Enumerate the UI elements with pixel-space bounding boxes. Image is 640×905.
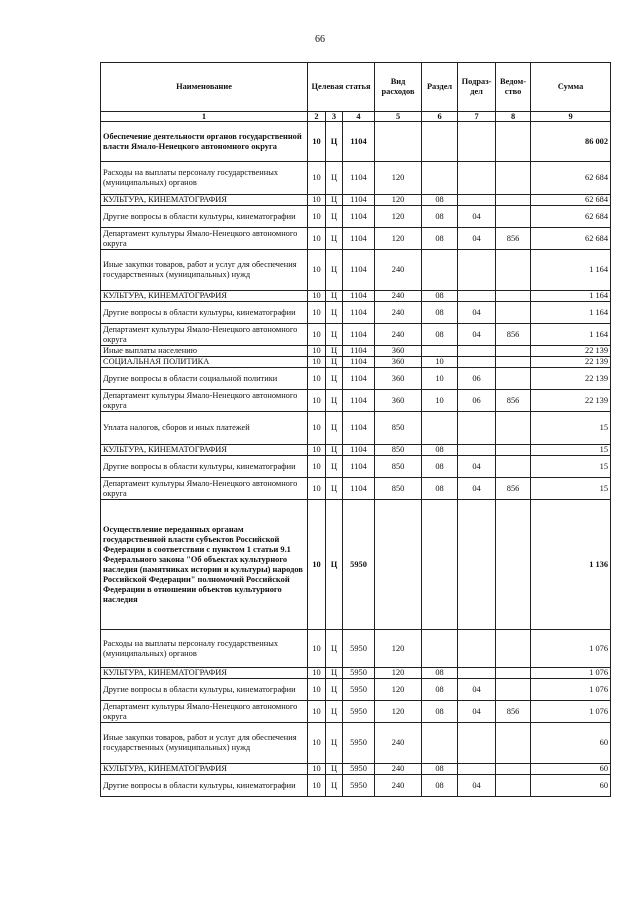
cell-article-part2: Ц — [326, 390, 343, 412]
table-body — [101, 122, 611, 797]
cell-article-part2: Ц — [326, 775, 343, 797]
cell-article-part1: 10 — [308, 357, 326, 368]
header-name: Наименование — [101, 63, 308, 112]
cell-section: 08 — [422, 291, 458, 302]
cell-department: 856 — [496, 228, 531, 250]
cell-article-part2: Ц — [326, 368, 343, 390]
cell-expense-type: 850 — [375, 456, 422, 478]
table-row — [101, 764, 611, 775]
cell-expense-type — [375, 122, 422, 162]
table-row — [101, 346, 611, 357]
cell-amount: 15 — [531, 412, 611, 445]
cell-section: 08 — [422, 195, 458, 206]
page-number: 66 — [315, 34, 325, 45]
cell-article-part1: 10 — [308, 445, 326, 456]
cell-department — [496, 764, 531, 775]
cell-amount: 1 076 — [531, 630, 611, 668]
cell-name: Другие вопросы в области культуры, кинематографии — [101, 302, 308, 324]
cell-expense-type: 360 — [375, 346, 422, 357]
cell-article-part1: 10 — [308, 122, 326, 162]
cell-article-part2: Ц — [326, 412, 343, 445]
cell-expense-type: 240 — [375, 291, 422, 302]
cell-department — [496, 250, 531, 291]
cell-section: 08 — [422, 668, 458, 679]
cell-expense-type: 240 — [375, 723, 422, 764]
cell-article-part2: Ц — [326, 701, 343, 723]
cell-article-part1: 10 — [308, 302, 326, 324]
cell-article-part2: Ц — [326, 324, 343, 346]
cell-name: Другие вопросы в области социальной политики — [101, 368, 308, 390]
cell-section: 10 — [422, 390, 458, 412]
cell-article-part2: Ц — [326, 195, 343, 206]
table-row — [101, 412, 611, 445]
cell-section — [422, 250, 458, 291]
cell-name: Расходы на выплаты персоналу государственных (муниципальных) органов — [101, 162, 308, 195]
cell-article-part3: 1104 — [343, 302, 375, 324]
cell-article-part2: Ц — [326, 445, 343, 456]
cell-amount: 60 — [531, 723, 611, 764]
cell-name: КУЛЬТУРА, КИНЕМАТОГРАФИЯ — [101, 764, 308, 775]
cell-expense-type: 850 — [375, 478, 422, 500]
cell-article-part1: 10 — [308, 228, 326, 250]
cell-expense-type: 850 — [375, 412, 422, 445]
column-number: 2 — [308, 112, 326, 122]
cell-subsection: 04 — [458, 679, 496, 701]
cell-expense-type: 120 — [375, 195, 422, 206]
cell-subsection — [458, 723, 496, 764]
cell-section: 08 — [422, 456, 458, 478]
cell-article-part2: Ц — [326, 346, 343, 357]
cell-article-part2: Ц — [326, 228, 343, 250]
cell-article-part1: 10 — [308, 291, 326, 302]
cell-article-part2: Ц — [326, 291, 343, 302]
cell-article-part3: 5950 — [343, 764, 375, 775]
cell-article-part2: Ц — [326, 723, 343, 764]
cell-subsection: 04 — [458, 701, 496, 723]
cell-subsection: 04 — [458, 228, 496, 250]
cell-department — [496, 368, 531, 390]
cell-name: КУЛЬТУРА, КИНЕМАТОГРАФИЯ — [101, 195, 308, 206]
cell-article-part1: 10 — [308, 390, 326, 412]
cell-article-part2: Ц — [326, 478, 343, 500]
cell-article-part2: Ц — [326, 630, 343, 668]
cell-expense-type: 240 — [375, 775, 422, 797]
cell-name: Иные выплаты населению — [101, 346, 308, 357]
cell-article-part1: 10 — [308, 775, 326, 797]
cell-expense-type: 240 — [375, 324, 422, 346]
cell-subsection: 04 — [458, 302, 496, 324]
cell-amount: 62 684 — [531, 195, 611, 206]
table-row — [101, 122, 611, 162]
cell-article-part2: Ц — [326, 206, 343, 228]
column-number: 5 — [375, 112, 422, 122]
cell-subsection — [458, 764, 496, 775]
cell-amount: 1 164 — [531, 250, 611, 291]
column-number: 9 — [531, 112, 611, 122]
cell-article-part2: Ц — [326, 668, 343, 679]
table-row — [101, 630, 611, 668]
table-row — [101, 668, 611, 679]
cell-article-part3: 5950 — [343, 723, 375, 764]
cell-name: Расходы на выплаты персоналу государственных (муниципальных) органов — [101, 630, 308, 668]
cell-article-part2: Ц — [326, 456, 343, 478]
cell-department — [496, 302, 531, 324]
cell-article-part1: 10 — [308, 368, 326, 390]
cell-article-part3: 1104 — [343, 390, 375, 412]
cell-department — [496, 346, 531, 357]
cell-article-part2: Ц — [326, 162, 343, 195]
cell-section: 08 — [422, 701, 458, 723]
cell-amount: 1 076 — [531, 701, 611, 723]
header-subsection: Подраз-дел — [458, 63, 496, 112]
cell-name: КУЛЬТУРА, КИНЕМАТОГРАФИЯ — [101, 445, 308, 456]
cell-expense-type: 240 — [375, 302, 422, 324]
cell-name: Обеспечение деятельности органов государственной власти Ямало-Ненецкого автономного округа — [101, 122, 308, 162]
cell-name: Департамент культуры Ямало-Ненецкого автономного округа — [101, 324, 308, 346]
cell-expense-type — [375, 500, 422, 630]
cell-article-part3: 5950 — [343, 701, 375, 723]
cell-name: СОЦИАЛЬНАЯ ПОЛИТИКА — [101, 357, 308, 368]
cell-article-part1: 10 — [308, 162, 326, 195]
cell-article-part2: Ц — [326, 302, 343, 324]
cell-subsection — [458, 195, 496, 206]
cell-amount: 15 — [531, 456, 611, 478]
cell-department — [496, 357, 531, 368]
table-row — [101, 206, 611, 228]
cell-amount: 62 684 — [531, 162, 611, 195]
cell-expense-type: 120 — [375, 206, 422, 228]
cell-expense-type: 360 — [375, 390, 422, 412]
column-number-row — [101, 112, 611, 122]
cell-section: 08 — [422, 679, 458, 701]
cell-article-part3: 1104 — [343, 412, 375, 445]
column-number: 1 — [101, 112, 308, 122]
cell-subsection: 06 — [458, 390, 496, 412]
cell-department — [496, 500, 531, 630]
cell-expense-type: 360 — [375, 357, 422, 368]
cell-subsection — [458, 630, 496, 668]
cell-article-part3: 1104 — [343, 228, 375, 250]
cell-department — [496, 456, 531, 478]
cell-article-part3: 5950 — [343, 775, 375, 797]
cell-name: Уплата налогов, сборов и иных платежей — [101, 412, 308, 445]
cell-article-part2: Ц — [326, 357, 343, 368]
cell-amount: 22 139 — [531, 346, 611, 357]
cell-section: 08 — [422, 228, 458, 250]
cell-department — [496, 412, 531, 445]
cell-department — [496, 291, 531, 302]
cell-subsection — [458, 122, 496, 162]
column-number: 4 — [343, 112, 375, 122]
cell-subsection: 04 — [458, 456, 496, 478]
cell-subsection: 04 — [458, 478, 496, 500]
cell-department — [496, 195, 531, 206]
cell-section — [422, 723, 458, 764]
cell-amount: 1 164 — [531, 291, 611, 302]
cell-amount: 22 139 — [531, 390, 611, 412]
table-row — [101, 445, 611, 456]
header-amount: Сумма — [531, 63, 611, 112]
cell-amount: 15 — [531, 445, 611, 456]
cell-section: 10 — [422, 357, 458, 368]
cell-department — [496, 630, 531, 668]
cell-article-part3: 1104 — [343, 357, 375, 368]
cell-article-part1: 10 — [308, 701, 326, 723]
cell-article-part1: 10 — [308, 500, 326, 630]
cell-subsection — [458, 162, 496, 195]
cell-article-part1: 10 — [308, 324, 326, 346]
cell-article-part3: 1104 — [343, 478, 375, 500]
cell-article-part1: 10 — [308, 723, 326, 764]
cell-expense-type: 120 — [375, 679, 422, 701]
header-row — [101, 63, 611, 112]
cell-department — [496, 775, 531, 797]
cell-article-part1: 10 — [308, 346, 326, 357]
cell-amount: 22 139 — [531, 357, 611, 368]
header-target-article: Целевая статья — [308, 63, 375, 112]
cell-subsection — [458, 500, 496, 630]
header-department: Ведом-ство — [496, 63, 531, 112]
cell-expense-type: 120 — [375, 668, 422, 679]
cell-name: Департамент культуры Ямало-Ненецкого автономного округа — [101, 390, 308, 412]
budget-table — [100, 62, 611, 797]
cell-section: 10 — [422, 368, 458, 390]
cell-article-part1: 10 — [308, 456, 326, 478]
cell-section — [422, 346, 458, 357]
cell-amount: 1 136 — [531, 500, 611, 630]
cell-article-part1: 10 — [308, 206, 326, 228]
table-row — [101, 775, 611, 797]
cell-amount: 1 164 — [531, 324, 611, 346]
cell-department — [496, 679, 531, 701]
cell-article-part2: Ц — [326, 679, 343, 701]
cell-section: 08 — [422, 324, 458, 346]
cell-article-part2: Ц — [326, 250, 343, 291]
table-row — [101, 291, 611, 302]
table-row — [101, 679, 611, 701]
cell-name: Департамент культуры Ямало-Ненецкого автономного округа — [101, 478, 308, 500]
cell-expense-type: 120 — [375, 701, 422, 723]
cell-subsection — [458, 412, 496, 445]
column-number: 7 — [458, 112, 496, 122]
table-row — [101, 701, 611, 723]
cell-section: 08 — [422, 206, 458, 228]
cell-subsection — [458, 668, 496, 679]
cell-subsection — [458, 250, 496, 291]
header-type: Вид расходов — [375, 63, 422, 112]
cell-article-part3: 5950 — [343, 679, 375, 701]
cell-article-part1: 10 — [308, 412, 326, 445]
cell-expense-type: 240 — [375, 764, 422, 775]
cell-subsection: 04 — [458, 775, 496, 797]
cell-subsection: 04 — [458, 324, 496, 346]
cell-article-part3: 1104 — [343, 324, 375, 346]
cell-name: Департамент культуры Ямало-Ненецкого автономного округа — [101, 701, 308, 723]
table-row — [101, 324, 611, 346]
cell-amount: 60 — [531, 775, 611, 797]
cell-expense-type: 360 — [375, 368, 422, 390]
cell-expense-type: 850 — [375, 445, 422, 456]
cell-amount: 62 684 — [531, 206, 611, 228]
column-number: 3 — [326, 112, 343, 122]
cell-department — [496, 162, 531, 195]
cell-article-part2: Ц — [326, 764, 343, 775]
cell-article-part3: 1104 — [343, 195, 375, 206]
cell-department: 856 — [496, 701, 531, 723]
cell-expense-type: 240 — [375, 250, 422, 291]
cell-article-part1: 10 — [308, 478, 326, 500]
table-row — [101, 195, 611, 206]
cell-amount: 22 139 — [531, 368, 611, 390]
header-section: Раздел — [422, 63, 458, 112]
table-row — [101, 250, 611, 291]
table-row — [101, 500, 611, 630]
cell-article-part1: 10 — [308, 764, 326, 775]
cell-article-part2: Ц — [326, 500, 343, 630]
cell-department: 856 — [496, 324, 531, 346]
cell-section — [422, 630, 458, 668]
table-row — [101, 357, 611, 368]
cell-subsection: 04 — [458, 206, 496, 228]
table-row — [101, 723, 611, 764]
cell-amount: 1 076 — [531, 679, 611, 701]
column-number: 6 — [422, 112, 458, 122]
cell-name: Другие вопросы в области культуры, кинематографии — [101, 679, 308, 701]
cell-article-part3: 1104 — [343, 368, 375, 390]
cell-department — [496, 723, 531, 764]
cell-article-part3: 1104 — [343, 250, 375, 291]
cell-amount: 60 — [531, 764, 611, 775]
table-row — [101, 228, 611, 250]
cell-name: Осуществление переданных органам государственной власти субъектов Российской Федерации в соответствии с пунктом 1 статьи 9.1 Федерального закона "Об объектах культурного наследия (памятниках истории и культуры) народов Российской Федерации" полномочий Российской Федерации в отношении объектов культурного наследия — [101, 500, 308, 630]
cell-section — [422, 412, 458, 445]
cell-article-part3: 1104 — [343, 346, 375, 357]
cell-name: Другие вопросы в области культуры, кинематографии — [101, 206, 308, 228]
table-row — [101, 478, 611, 500]
cell-article-part3: 1104 — [343, 291, 375, 302]
table-row — [101, 302, 611, 324]
cell-amount: 62 684 — [531, 228, 611, 250]
table-row — [101, 456, 611, 478]
cell-article-part1: 10 — [308, 679, 326, 701]
table-row — [101, 162, 611, 195]
cell-expense-type: 120 — [375, 228, 422, 250]
table-row — [101, 390, 611, 412]
cell-subsection — [458, 357, 496, 368]
cell-department: 856 — [496, 478, 531, 500]
cell-subsection — [458, 291, 496, 302]
cell-article-part3: 5950 — [343, 500, 375, 630]
cell-section: 08 — [422, 445, 458, 456]
cell-section: 08 — [422, 478, 458, 500]
cell-expense-type: 120 — [375, 162, 422, 195]
cell-name: КУЛЬТУРА, КИНЕМАТОГРАФИЯ — [101, 291, 308, 302]
cell-subsection — [458, 445, 496, 456]
cell-section — [422, 122, 458, 162]
cell-article-part3: 1104 — [343, 445, 375, 456]
cell-name: Другие вопросы в области культуры, кинематографии — [101, 775, 308, 797]
cell-department — [496, 668, 531, 679]
cell-subsection — [458, 346, 496, 357]
cell-article-part3: 5950 — [343, 630, 375, 668]
cell-amount: 15 — [531, 478, 611, 500]
cell-name: Иные закупки товаров, работ и услуг для обеспечения государственных (муниципальных) нужд — [101, 250, 308, 291]
cell-section: 08 — [422, 302, 458, 324]
cell-article-part3: 5950 — [343, 668, 375, 679]
cell-amount: 1 076 — [531, 668, 611, 679]
cell-department: 856 — [496, 390, 531, 412]
cell-department — [496, 206, 531, 228]
cell-section — [422, 500, 458, 630]
cell-department — [496, 122, 531, 162]
cell-section: 08 — [422, 764, 458, 775]
cell-article-part1: 10 — [308, 668, 326, 679]
cell-article-part3: 1104 — [343, 456, 375, 478]
cell-article-part3: 1104 — [343, 162, 375, 195]
cell-name: Иные закупки товаров, работ и услуг для обеспечения государственных (муниципальных) нужд — [101, 723, 308, 764]
cell-article-part1: 10 — [308, 195, 326, 206]
cell-expense-type: 120 — [375, 630, 422, 668]
cell-amount: 1 164 — [531, 302, 611, 324]
cell-section: 08 — [422, 775, 458, 797]
cell-article-part1: 10 — [308, 250, 326, 291]
cell-article-part3: 1104 — [343, 122, 375, 162]
cell-subsection: 06 — [458, 368, 496, 390]
table-row — [101, 368, 611, 390]
cell-amount: 86 002 — [531, 122, 611, 162]
cell-department — [496, 445, 531, 456]
cell-name: КУЛЬТУРА, КИНЕМАТОГРАФИЯ — [101, 668, 308, 679]
cell-name: Другие вопросы в области культуры, кинематографии — [101, 456, 308, 478]
cell-article-part3: 1104 — [343, 206, 375, 228]
cell-article-part2: Ц — [326, 122, 343, 162]
cell-article-part1: 10 — [308, 630, 326, 668]
cell-name: Департамент культуры Ямало-Ненецкого автономного округа — [101, 228, 308, 250]
column-number: 8 — [496, 112, 531, 122]
cell-section — [422, 162, 458, 195]
